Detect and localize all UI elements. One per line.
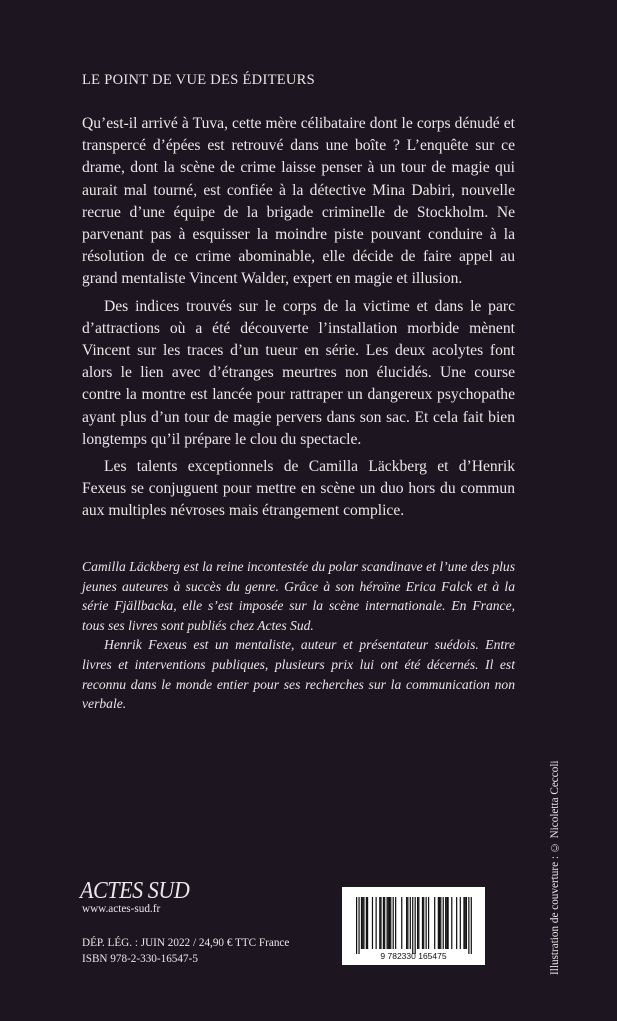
barcode-bar: [389, 897, 390, 949]
barcode-bar: [388, 897, 389, 949]
barcode-bar: [367, 897, 368, 949]
cover-illustration-credit: Illustration de couverture : © Nicoletta Ceccoli: [549, 760, 561, 975]
barcode-bar: [363, 897, 364, 949]
barcode-digits: 9 782330 165475: [380, 951, 447, 961]
barcode-bar: [445, 897, 446, 949]
author-bios: [82, 557, 515, 714]
barcode-bar: [426, 897, 427, 949]
barcode-bar: [422, 897, 423, 949]
barcode-bar: [415, 897, 416, 954]
barcode-bars: [356, 897, 472, 954]
barcode-bar: [372, 897, 373, 949]
barcode-bar: [439, 897, 440, 949]
barcode-bar: [387, 897, 388, 949]
barcode-bar: [376, 897, 377, 949]
author-bio: Camilla Läckberg est la reine incontestée du polar scandinave et l’une des plus jeunes auteures à succès du genre. Grâce à son héroïne Erica Falck et à la série Fjällbacka, elle s’est imposée sur la scène internationale. En France, tous ses livres sont publiés chez Actes Sud.: [82, 559, 515, 633]
barcode-bar: [463, 897, 464, 949]
barcode-bar: [358, 897, 359, 954]
publisher-logo: ACTES SUD: [80, 878, 190, 904]
barcode-bar: [465, 897, 466, 949]
legal-info: [82, 935, 289, 967]
barcode-bar: [366, 897, 367, 949]
barcode-bar: [417, 897, 418, 949]
barcode-bar: [379, 897, 380, 949]
barcode-bar: [356, 897, 357, 954]
synopsis-paragraph: Qu’est-il arrivé à Tuva, cette mère célibataire dont le corps dénudé et transpercé d’épées est retrouvé dans une boîte ? L’enquête sur ce drame, dont la scène de crime laisse penser à un tour de magie qui aurait mal tourné, est confiée à la détective Mina Dabiri, nouvelle recrue d’une équipe de la brigade criminelle de Stockholm. Ne parvenant pas à esquisser la moindre piste pouvant conduire à la résolution de ce crime abominable, elle décide de faire appel au grand mentaliste Vincent Walder, expert en magie et illusion.: [82, 115, 515, 288]
publisher-url: www.actes-sud.fr: [82, 903, 161, 915]
barcode-bar: [418, 897, 419, 949]
barcode-bar: [428, 897, 429, 949]
barcode-bar: [471, 897, 472, 954]
barcode-bar: [361, 897, 362, 949]
barcode-bar: [446, 897, 447, 949]
barcode-bar: [440, 897, 441, 949]
barcode-bar: [395, 897, 396, 949]
barcode-bar: [383, 897, 384, 949]
barcode: [342, 887, 485, 965]
barcode-bar: [407, 897, 408, 949]
barcode-bar: [380, 897, 381, 949]
author-bio: Henrik Fexeus est un mentaliste, auteur et présentateur suédois. Entre livres et interventions publiques, plusieurs prix lui ont été décernés. Il est reconnu dans le monde entier pour ses recherches sur la communication non verbale.: [82, 637, 515, 712]
synopsis-paragraph: Des indices trouvés sur le corps de la victime et dans le parc d’attractions où a été découverte l’installation morbide mènent Vincent sur les traces d’un tueur en série. Les deux acolytes font alors le lien avec d’étranges meurtres non élucidés. Une course contre la montre est lancée pour rattraper un dangereux psychopathe ayant plus d’un tour de magie pervers dans son sac. Et cela fait bien longtemps qu’il prépare le clou du spectacle.: [82, 297, 515, 448]
barcode-bar: [410, 897, 411, 949]
isbn: ISBN 978-2-330-16547-5: [82, 953, 198, 965]
synopsis-paragraph: Les talents exceptionnels de Camilla Läckberg et d’Henrik Fexeus se conjuguent pour mettre en scène un duo hors du commun aux multiples névroses mais étrangement complice.: [82, 458, 515, 520]
barcode-bar: [448, 897, 449, 949]
barcode-bar: [466, 897, 467, 949]
barcode-bar: [401, 897, 402, 949]
barcode-bar: [412, 897, 413, 954]
barcode-bar: [434, 897, 435, 949]
barcode-bar: [393, 897, 394, 949]
barcode-bar: [451, 897, 452, 949]
barcode-bar: [443, 897, 444, 949]
legal-deposit-price: DÉP. LÉG. : JUIN 2022 / 24,90 € TTC France: [82, 937, 290, 949]
section-heading: LE POINT DE VUE DES ÉDITEURS: [82, 72, 316, 88]
barcode-bar: [460, 897, 461, 949]
barcode-bar: [406, 897, 407, 949]
barcode-bar: [456, 897, 457, 949]
barcode-bar: [423, 897, 424, 949]
barcode-bar: [438, 897, 439, 949]
barcode-graphic: [342, 887, 485, 965]
barcode-bar: [384, 897, 385, 949]
barcode-bar: [390, 897, 391, 949]
barcode-bar: [468, 897, 469, 954]
synopsis: [82, 113, 515, 528]
barcode-bar: [362, 897, 363, 949]
